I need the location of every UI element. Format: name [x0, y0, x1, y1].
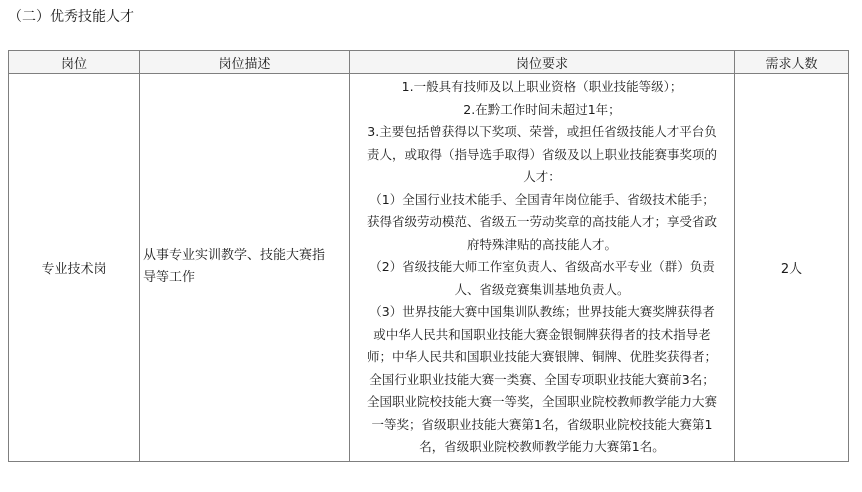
header-requirements: 岗位要求 — [350, 51, 735, 74]
requirement-line: 师；中华人民共和国职业技能大赛银牌、铜牌、优胜奖获得者； — [366, 349, 717, 364]
cell-count: 2人 — [735, 74, 849, 462]
table-row — [9, 74, 849, 462]
requirement-line: 全国职业院校技能大赛一等奖，全国职业院校教师教学能力大赛 — [366, 394, 717, 409]
header-description: 岗位描述 — [140, 51, 350, 74]
requirement-line: 责人，或取得（指导选手取得）省级及以上职业技能赛事奖项的 — [366, 146, 717, 162]
requirement-line: 人才： — [523, 169, 561, 184]
requirement-line: 人、省级竞赛集训基地负责人。 — [454, 281, 630, 297]
requirement-line: 1.一般具有技师及以上职业资格（职业技能等级）； — [401, 79, 683, 94]
cell-requirements — [350, 74, 735, 462]
requirement-line: 3.主要包括曾获得以下奖项、荣誉，或担任省级技能人才平台负 — [367, 124, 717, 139]
requirement-line: （3）世界技能大赛中国集训队教练；世界技能大赛奖牌获得者 — [369, 304, 715, 319]
header-position: 岗位 — [9, 51, 140, 74]
header-count: 需求人数 — [735, 51, 849, 74]
requirement-line: 或中华人民共和国职业技能大赛金银铜牌获得者的技术指导老 — [373, 326, 711, 342]
section-title: （二）优秀技能人才 — [8, 9, 134, 25]
description-line: 导等工作 — [143, 270, 196, 286]
requirement-line: （1）全国行业技术能手、全国青年岗位能手、省级技术能手； — [369, 191, 715, 207]
requirement-line: 全国行业职业技能大赛一类赛、全国专项职业技能大赛前3名； — [369, 371, 715, 387]
requirement-line: 名，省级职业院校教师教学能力大赛第1名。 — [419, 439, 665, 454]
table-header-row — [9, 51, 849, 74]
cell-position: 专业技术岗 — [9, 74, 140, 462]
requirement-line: 府特殊津贴的高技能人才。 — [466, 236, 617, 252]
requirement-line: （2）省级技能大师工作室负责人、省级高水平专业（群）负责 — [369, 259, 715, 274]
requirement-line: 获得省级劳动模范、省级五一劳动奖章的高技能人才；享受省政 — [366, 214, 717, 229]
positions-table — [8, 50, 849, 462]
description-line: 从事专业实训教学、技能大赛指 — [143, 248, 326, 264]
requirement-line: 一等奖；省级职业技能大赛第1名，省级职业院校技能大赛第1 — [371, 416, 713, 432]
requirement-line: 2.在黔工作时间未超过1年； — [463, 101, 621, 117]
cell-description — [140, 74, 350, 462]
